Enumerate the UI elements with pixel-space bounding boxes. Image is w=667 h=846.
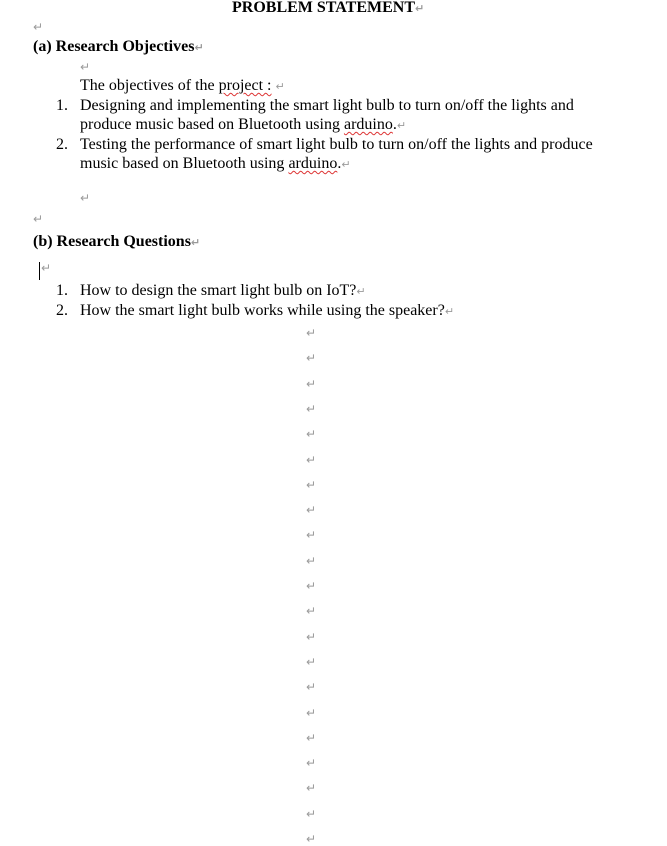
paragraph-mark: ↵ <box>306 503 317 518</box>
paragraph-mark: ↵ <box>306 376 317 391</box>
section-b-heading: (b) Research Questions↵ <box>33 233 201 250</box>
paragraph-mark: ↵ <box>306 553 317 568</box>
objective-2-number: 2. <box>56 136 68 153</box>
paragraph-mark: ↵ <box>306 730 317 745</box>
paragraph-mark: ↵ <box>306 680 317 695</box>
paragraph-mark: ↵ <box>306 654 317 669</box>
spelling-error[interactable]: project : <box>218 77 272 94</box>
paragraph-mark: ↵ <box>306 832 317 846</box>
section-a-heading: (a) Research Objectives↵ <box>33 38 204 55</box>
paragraph-mark: ↵ <box>33 20 44 34</box>
paragraph-mark: ↵ <box>33 212 44 226</box>
objectives-intro: The objectives of the project : ↵ <box>80 77 285 94</box>
paragraph-mark: ↵ <box>306 705 317 720</box>
objective-1-number: 1. <box>56 97 68 114</box>
page-title: PROBLEM STATEMENT↵ <box>232 0 425 16</box>
paragraph-mark: ↵ <box>306 781 317 796</box>
paragraph-mark: ↵ <box>306 528 317 543</box>
spelling-error[interactable]: arduino <box>343 116 393 133</box>
objective-2-line2: music based on Bluetooth using arduino.↵ <box>80 155 351 172</box>
paragraph-mark: ↵ <box>306 401 317 416</box>
paragraph-mark: ↵ <box>306 756 317 771</box>
question-2-number: 2. <box>56 302 68 319</box>
paragraph-mark: ↵ <box>306 427 317 442</box>
question-2-text: How the smart light bulb works while using the speaker?↵ <box>80 302 455 319</box>
spelling-error[interactable]: arduino <box>288 155 338 172</box>
text-cursor <box>39 262 40 280</box>
paragraph-mark: ↵ <box>306 351 317 366</box>
paragraph-mark: ↵ <box>306 604 317 619</box>
paragraph-mark: ↵ <box>306 629 317 644</box>
question-1-number: 1. <box>56 282 68 299</box>
paragraph-mark: ↵ <box>80 191 91 205</box>
objective-1-line1: Designing and implementing the smart light bulb to turn on/off the lights and <box>80 97 574 114</box>
paragraph-mark: ↵ <box>80 60 91 74</box>
paragraph-mark: ↵ <box>306 806 317 821</box>
paragraph-mark: ↵ <box>306 326 317 340</box>
objective-2-line1: Testing the performance of smart light bulb to turn on/off the lights and produce <box>80 136 593 153</box>
paragraph-mark: ↵ <box>41 261 52 275</box>
question-1-text: How to design the smart light bulb on IoT?↵ <box>80 282 366 299</box>
paragraph-mark: ↵ <box>306 452 317 467</box>
objective-1-line2: produce music based on Bluetooth using arduino.↵ <box>80 116 407 133</box>
paragraph-mark: ↵ <box>306 579 317 593</box>
paragraph-mark: ↵ <box>306 477 317 492</box>
